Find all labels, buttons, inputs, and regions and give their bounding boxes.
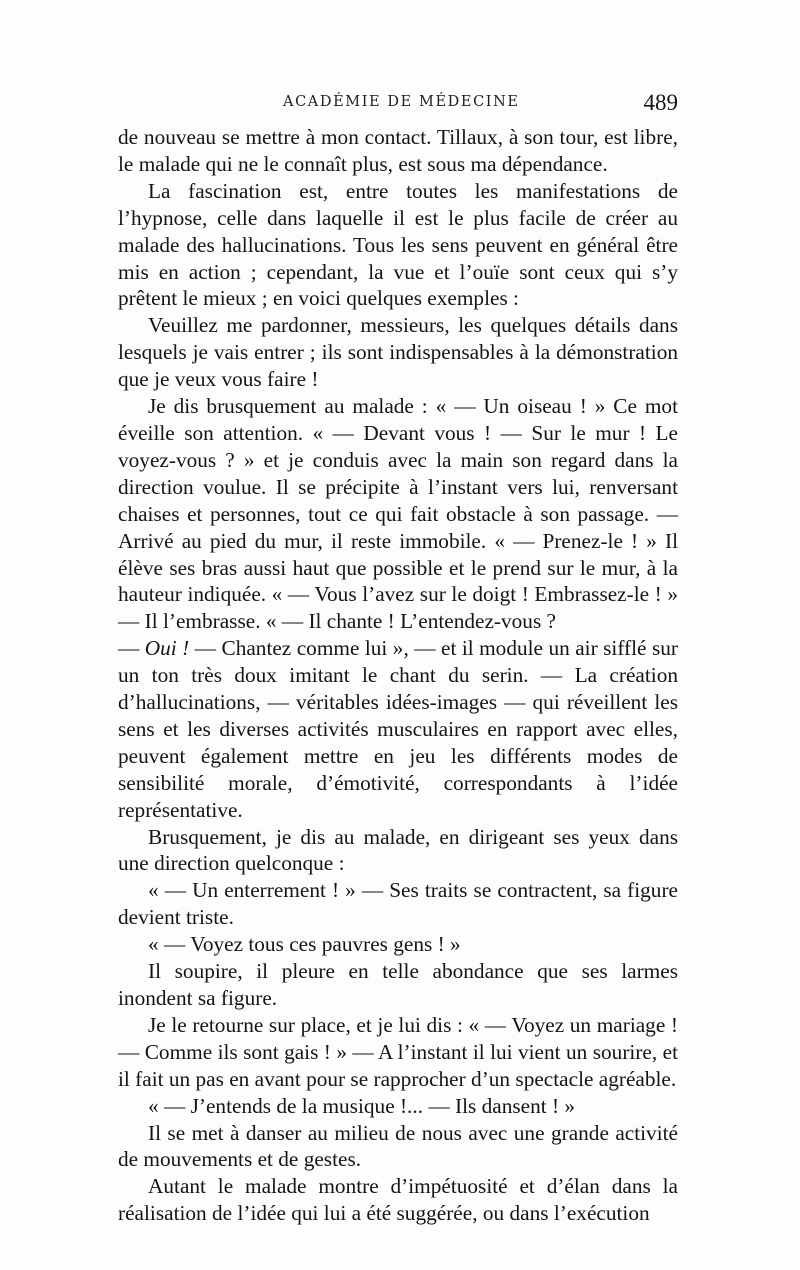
oui-italic: Oui ! [144, 636, 190, 661]
page-header [118, 92, 678, 122]
paragraph-8: « — Voyez tous ces pauvres gens ! » [148, 932, 461, 957]
paragraph-4: Je dis brusquement au malade : « — Un oiseau ! » Ce mot éveille son attention. « — Devant vous ! — Sur le mur ! Le voyez-vous ? » et je conduis avec la main son regard dans la direction voulue. Il se précipite à l’instant vers lui, renversant chaises et personnes, tout ce qui fait obstacle à son passage. — Arrivé au pied du mur, il reste immobile. « — Prenez-le ! » Il élève ses bras aussi haut que possible et le prend sur le mur, à la hauteur indiquée. « — Vous l’avez sur le doigt ! Embrassez-le ! » — Il l’embrasse. « — Il chante ! L’entendez-vous ? [118, 394, 678, 634]
paragraph-11: « — J’entends de la musique !... — Ils dansent ! » [148, 1093, 576, 1118]
paragraph-9: Il soupire, il pleure en telle abondance que ses larmes inondent sa figure. [118, 959, 678, 1010]
paragraph-12: Il se met à danser au milieu de nous avec une grande activité de mouvements et de gestes. [118, 1120, 678, 1172]
paragraph-6: Brusquement, je dis au malade, en dirigeant ses yeux dans une direction quelconque : [118, 824, 678, 876]
body-text [118, 124, 678, 1227]
paragraph-7: « — Un enterrement ! » — Ses traits se contractent, sa figure devient triste. [118, 878, 678, 930]
paragraph-5 [118, 635, 678, 823]
paragraph-5-text: Chantez comme lui », — et il module un air sifflé sur un ton très doux imitant le chant du serin. — La création d’hallucinations, — véritables idées-images — qui réveillent les sens et les diverses activités musculaires en rapport avec elles, peuvent également mettre en jeu les différents modes de sensibilité morale, d’émotivité, correspondants à l’idée représentative. [118, 636, 678, 822]
paragraph-13: Autant le malade montre d’impétuosité et d’élan dans la réalisation de l’idée qui lui a été suggérée, ou dans l’exécution [118, 1174, 678, 1226]
paragraph-1: de nouveau se mettre à mon contact. Tillaux, à son tour, est libre, le malade qui ne le connaît plus, est sous ma dépendance. [118, 125, 678, 176]
oui-after: — [189, 636, 222, 661]
paragraph-2: La fascination est, entre toutes les manifestations de l’hypnose, celle dans laquelle il est le plus facile de créer au malade des hallucinations. Tous les sens peuvent en général être mis en action ; cependant, la vue et l’ouïe sont ceux qui s’y prêtent le mieux ; en voici quelques exemples : [118, 178, 678, 311]
paragraph-10: Je le retourne sur place, et je lui dis : « — Voyez un mariage ! — Comme ils sont gais ! » — A l’instant il lui vient un sourire, et il fait un pas en avant pour se rapprocher d’un spectacle agréable. [118, 1012, 678, 1091]
running-title: ACADÉMIE DE MÉDECINE [283, 94, 520, 110]
page-number: 489 [643, 90, 678, 115]
paragraph-3: Veuillez me pardonner, messieurs, les quelques détails dans lesquels je vais entrer ; ils sont indispensables à la démonstration que je veux vous faire ! [118, 313, 678, 392]
oui-dash: — [118, 636, 145, 661]
